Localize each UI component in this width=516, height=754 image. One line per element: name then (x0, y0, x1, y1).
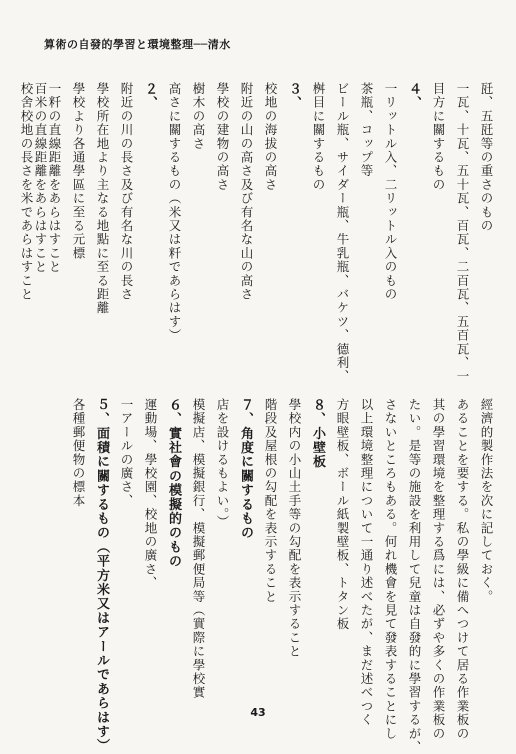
text-column: 一リットル入、二リットル入のもの (383, 82, 398, 302)
text-column: 階段及屋根の勾配を表示すること (263, 398, 278, 604)
text-column: 瓩、五瓩等の重さのもの (479, 82, 494, 233)
text-column: 高さに關するもの（米又は粁であらはす） (167, 82, 182, 343)
text-column: 各種郵便物の標本 (71, 398, 86, 508)
text-column: 一粁の直線距離をあらはすこと (47, 82, 62, 274)
text-column: 以上環境整理について一通り述べたが、まだ述べつく (359, 398, 374, 727)
text-column: ３、 (286, 82, 301, 111)
text-column: ８、小壁板 (310, 398, 325, 469)
text-column: 目方に關するもの (431, 82, 446, 192)
text-column: ５、面積に關するもの（平方米又はアールであらはす） (94, 398, 109, 753)
text-column: 運動場、學校園、校地の廣さ、 (143, 398, 158, 590)
text-column: 學校内の小山土手等の勾配を表示すること (287, 398, 302, 659)
text-column: 校舍校地の長さを米であらはすこと (19, 82, 34, 302)
text-column: さないところもある。何れ機會を見て發表することにし (383, 398, 398, 741)
text-column: 一アールの廣さ、 (119, 398, 134, 508)
text-column: 學校の建物の高さ (215, 82, 230, 192)
text-column: 方眼壁板、ボール紙製壁板、トタン板 (335, 398, 350, 631)
text-column: 經濟的製作法を次に記しておく。 (479, 398, 494, 604)
text-column: 其の學習環境を整理する爲には、必ずや多くの作業板の (431, 398, 446, 741)
text-column: 學校所在地より主なる地點に至る距離 (95, 82, 110, 315)
text-column: たい。是等の施設を利用して兒童は自發的に學習するが、 (407, 398, 422, 754)
text-column: 店を設けるもよい。） (215, 398, 230, 529)
text-column: 桝目に關するもの (311, 82, 326, 192)
text-column: ７、角度に關するもの (238, 398, 253, 540)
text-column: 一瓦、十瓦、五十瓦、百瓦、二百瓦、五百瓦、一 (455, 82, 470, 384)
text-column: 樹木の高さ (191, 82, 206, 151)
text-column: ６、實社會の模擬的のもの (166, 398, 181, 569)
page-number: 43 (250, 706, 266, 719)
text-column: ２、 (142, 82, 157, 111)
text-column: 學校より各通學區に至る元標 (71, 82, 86, 261)
text-column: 百米の直線距離をあらはすこと (33, 82, 48, 274)
text-column: 附近の川の長さ及び有名な川の長さ (119, 82, 134, 302)
text-column: 茶瓶、コップ等 (359, 82, 374, 178)
text-column: 校地の海拔の高さ (263, 82, 278, 192)
text-column: ビール瓶、サイダー瓶、牛乳瓶、バケツ、德利、 (335, 82, 350, 384)
text-column: あることを要する。私の學級に備へつけて居る作業板の (455, 398, 470, 741)
text-column: ４、 (406, 82, 421, 111)
text-column: 附近の山の高さ及び有名な山の高さ (239, 82, 254, 302)
running-header: 算術の自發的學習と環境整理──清水 (44, 38, 231, 51)
text-column: 模擬店、模擬銀行、模擬郵便局等（實際に學校實 (191, 398, 206, 700)
